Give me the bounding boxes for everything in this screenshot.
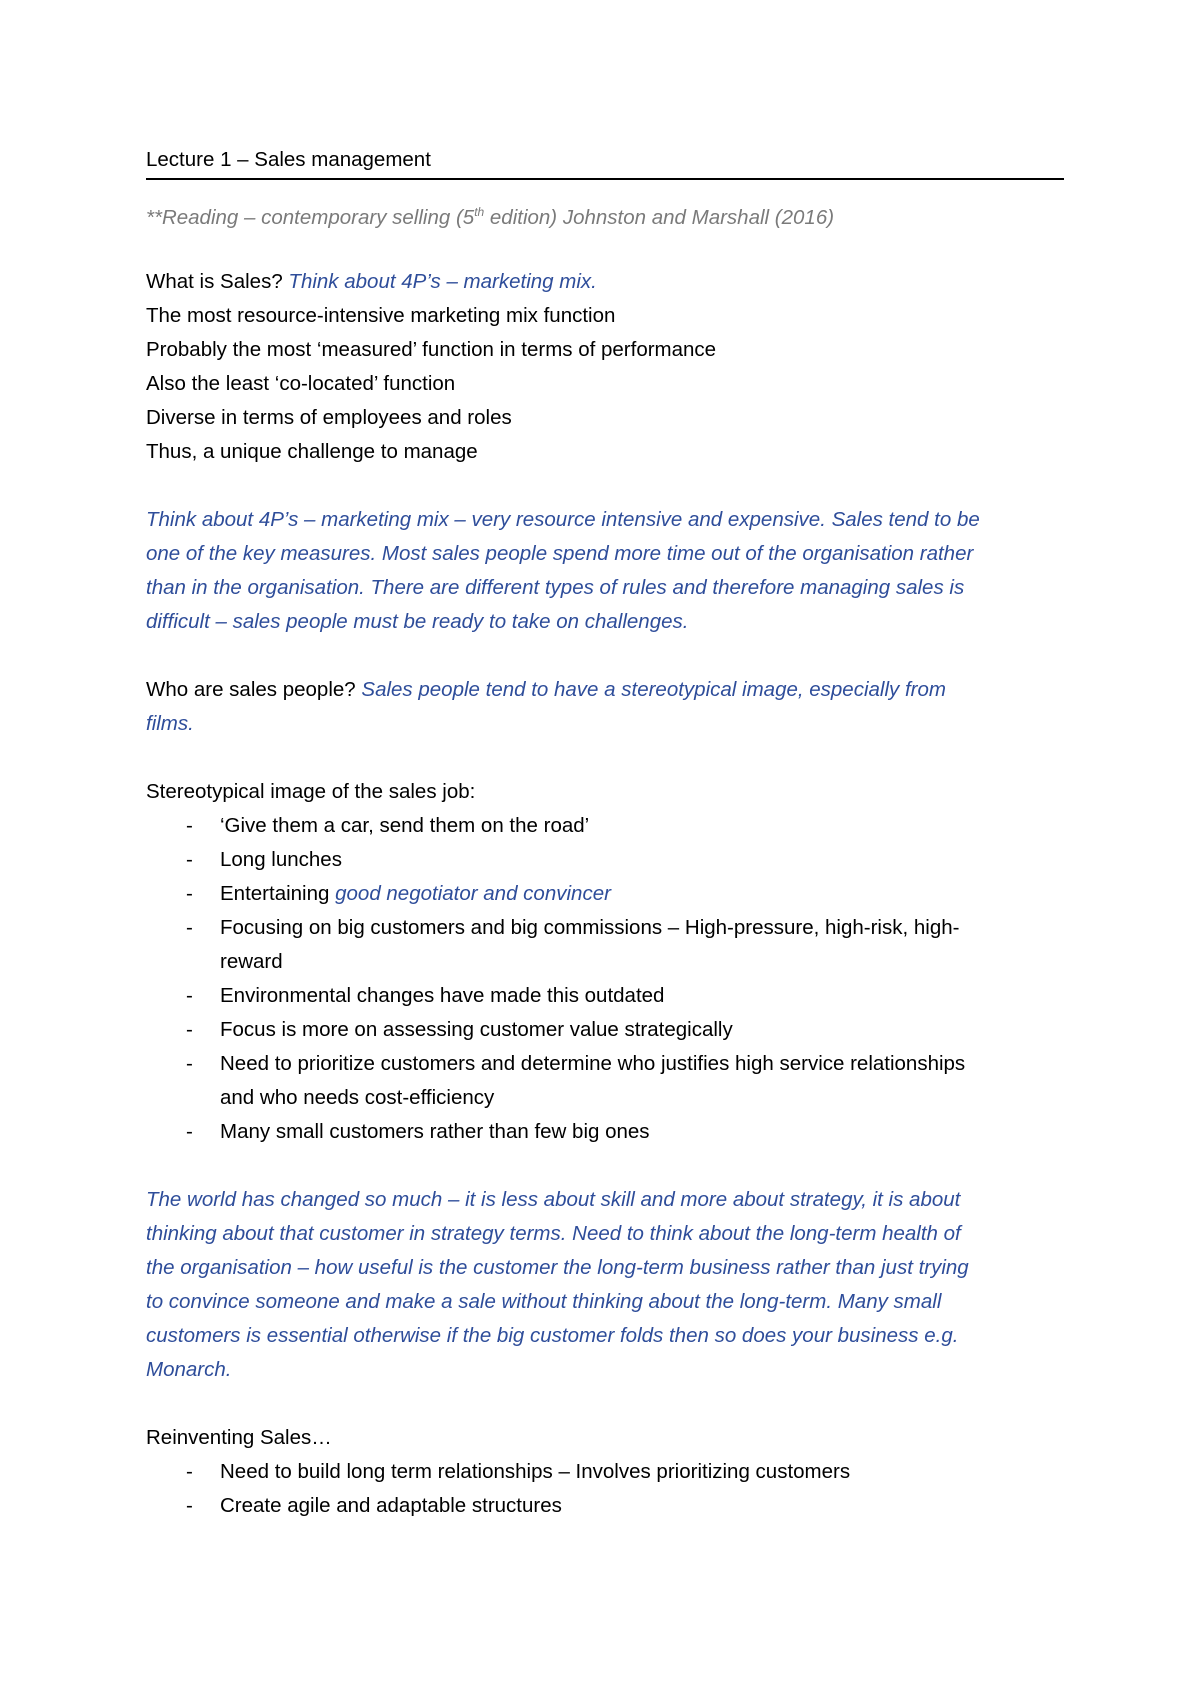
list-item: - Focus is more on assessing customer value strategically: [146, 1013, 1064, 1047]
note-line: Monarch.: [146, 1358, 232, 1381]
note-line: difficult – sales people must be ready to take on challenges.: [146, 610, 689, 633]
list-item: - Many small customers rather than few big ones: [146, 1115, 1064, 1149]
sales-line: Thus, a unique challenge to manage: [146, 440, 478, 463]
note-strategy: [146, 1183, 1064, 1387]
bullet-dash: -: [186, 814, 193, 837]
note-line: than in the organisation. There are different types of rules and therefore managing sales is: [146, 576, 965, 599]
bullet-dash: -: [186, 848, 193, 871]
note-line: the organisation – how useful is the customer the long-term business rather than just trying: [146, 1256, 969, 1279]
note-line: Think about 4P’s – marketing mix – very resource intensive and expensive. Sales tend to be: [146, 508, 980, 531]
note-line: to convince someone and make a sale without thinking about the long-term. Many small: [146, 1290, 942, 1313]
bullet-dash: -: [186, 984, 193, 1007]
document-body: [146, 143, 1064, 1523]
note-marketing-mix: [146, 503, 1064, 639]
stereotype-heading: Stereotypical image of the sales job:: [146, 780, 476, 803]
note-line: customers is essential otherwise if the big customer folds then so does your business e.g.: [146, 1324, 959, 1347]
list-item: - Need to prioritize customers and determine who justifies high service relationships and who needs cost-efficiency: [146, 1047, 1064, 1115]
reading-superscript: th: [474, 205, 485, 219]
note-line: The world has changed so much – it is less about skill and more about strategy, it is about: [146, 1188, 961, 1211]
sales-line: Also the least ‘co-located’ function: [146, 372, 456, 395]
list-item-note: good negotiator and convincer: [335, 882, 611, 905]
reading-text-rest: edition) Johnston and Marshall (2016): [484, 206, 835, 229]
what-is-sales-heading: [146, 265, 1064, 299]
bullet-dash: -: [186, 1494, 193, 1517]
who-are-note-continued: films.: [146, 712, 194, 735]
reading-text: **Reading – contemporary selling (5: [146, 206, 475, 229]
sales-line: Probably the most ‘measured’ function in terms of performance: [146, 338, 717, 361]
list-item: - Environmental changes have made this outdated: [146, 979, 1064, 1013]
stereotype-list: [146, 809, 1064, 1149]
bullet-dash: -: [186, 1018, 193, 1041]
sales-line: The most resource-intensive marketing mix function: [146, 304, 616, 327]
list-item: - Entertaining good negotiator and convincer: [146, 877, 1064, 911]
reinventing-list: [146, 1455, 1064, 1523]
who-are-sales-people: [146, 673, 1064, 707]
page-title: Lecture 1 – Sales management: [146, 148, 431, 171]
sales-line: Diverse in terms of employees and roles: [146, 406, 512, 429]
list-item: - ‘Give them a car, send them on the road’: [146, 809, 1064, 843]
bullet-dash: -: [186, 1052, 193, 1075]
bullet-dash: -: [186, 882, 193, 905]
reinventing-heading: Reinventing Sales…: [146, 1426, 332, 1449]
list-item: - Need to build long term relationships – Involves prioritizing customers: [146, 1455, 1064, 1489]
bullet-dash: -: [186, 1460, 193, 1483]
list-item: - Focusing on big customers and big commissions – High-pressure, high-risk, high- reward: [146, 911, 1064, 979]
reading-reference: [146, 201, 1064, 235]
who-are-note: Sales people tend to have a stereotypical image, especially from: [361, 678, 946, 701]
note-line: one of the key measures. Most sales people spend more time out of the organisation rather: [146, 542, 974, 565]
bullet-dash: -: [186, 916, 193, 939]
list-item: - Long lunches: [146, 843, 1064, 877]
who-are-label: Who are sales people?: [146, 678, 362, 701]
what-is-sales-note: Think about 4P’s – marketing mix.: [288, 270, 597, 293]
list-item: - Create agile and adaptable structures: [146, 1489, 1064, 1523]
note-line: thinking about that customer in strategy terms. Need to think about the long-term health of: [146, 1222, 961, 1245]
what-is-sales-label: What is Sales?: [146, 270, 289, 293]
bullet-dash: -: [186, 1120, 193, 1143]
